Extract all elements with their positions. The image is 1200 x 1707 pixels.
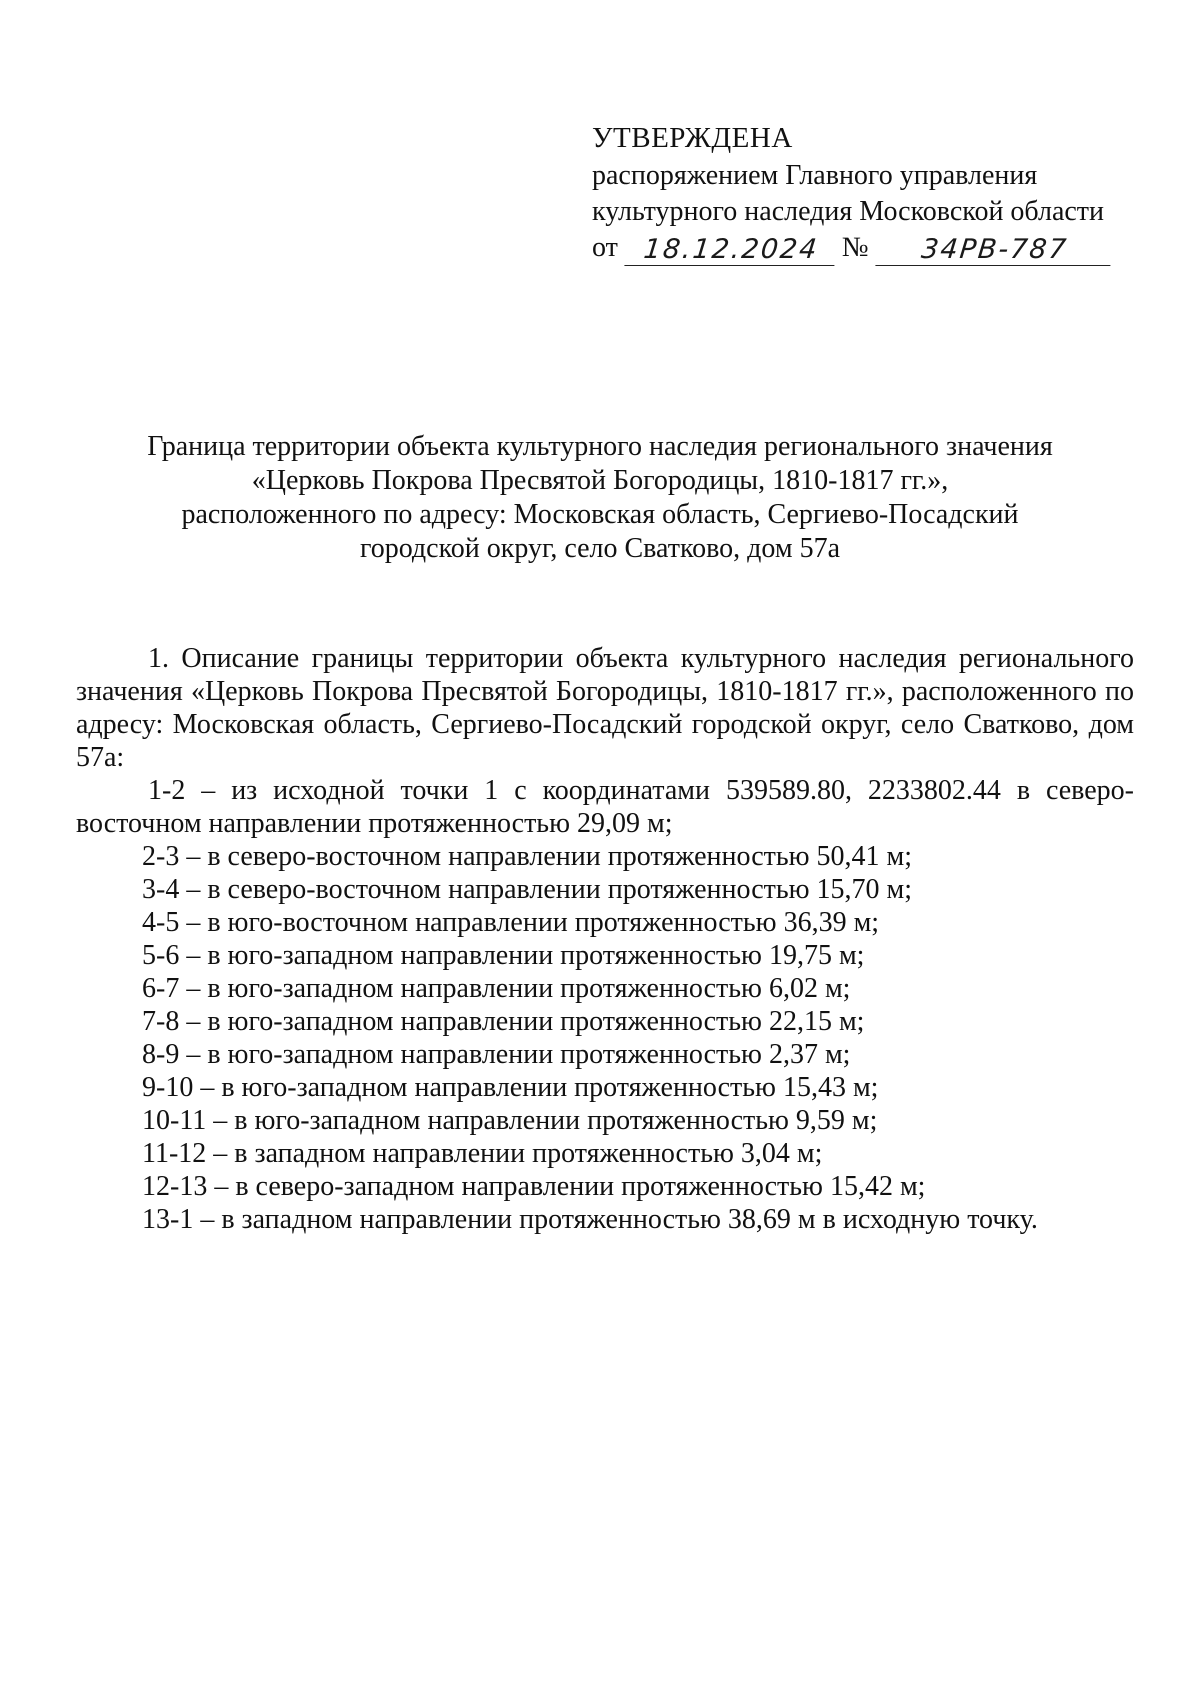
list-item: 6-7 – в юго-западном направлении протяженностью 6,02 м; — [142, 973, 851, 1004]
approval-stamp: УТВЕРЖДЕНА — [592, 122, 793, 154]
list-item: 8-9 – в юго-западном направлении протяженностью 2,37 м; — [142, 1039, 851, 1070]
approval-date-number-row — [592, 230, 1112, 266]
approval-date-handwritten: 18.12.2024 — [624, 235, 837, 266]
approval-line-1: распоряжением Главного управления — [592, 160, 1038, 191]
section-1-intro: 1. Описание границы территории объекта культурного наследия регионального значения «Церковь Покрова Пресвятой Богородицы, 1810-1817 гг.», расположенного по адресу: Московская область, Сергиево-Посадский городской округ, село Сватково, дом 57а: — [76, 643, 1134, 773]
approval-number-handwritten: 34РВ-787 — [875, 235, 1113, 266]
list-item: 2-3 – в северо-восточном направлении протяженностью 50,41 м; — [142, 841, 913, 872]
approval-block — [592, 120, 1112, 266]
list-item: 11-12 – в западном направлении протяженностью 3,04 м; — [142, 1138, 823, 1169]
list-item: 9-10 – в юго-западном направлении протяженностью 15,43 м; — [142, 1072, 879, 1103]
list-item: 13-1 – в западном направлении протяженностью 38,69 м в исходную точку. — [142, 1204, 1038, 1235]
document-body — [76, 642, 1134, 1236]
document-title — [90, 430, 1110, 566]
title-line-2: «Церковь Покрова Пресвятой Богородицы, 1810-1817 гг.», — [251, 465, 949, 496]
from-label: от — [592, 232, 618, 263]
list-item: 12-13 – в северо-западном направлении протяженностью 15,42 м; — [142, 1171, 926, 1202]
approval-line-2: культурного наследия Московской области — [592, 196, 1105, 227]
title-line-1: Граница территории объекта культурного наследия регионального значения — [147, 431, 1053, 462]
title-line-4: городской округ, село Сватково, дом 57а — [359, 533, 841, 564]
list-item: 10-11 – в юго-западном направлении протяженностью 9,59 м; — [142, 1105, 878, 1136]
number-label: № — [841, 232, 869, 263]
list-item: 4-5 – в юго-восточном направлении протяженностью 36,39 м; — [142, 907, 880, 938]
list-item: 5-6 – в юго-западном направлении протяженностью 19,75 м; — [142, 940, 865, 971]
segment-list — [76, 840, 1134, 1236]
list-item: 3-4 – в северо-восточном направлении протяженностью 15,70 м; — [142, 874, 913, 905]
list-item: 7-8 – в юго-западном направлении протяженностью 22,15 м; — [142, 1006, 865, 1037]
segment-1-2: 1-2 – из исходной точки 1 с координатами 539589.80, 2233802.44 в северо-восточном направлении протяженностью 29,09 м; — [76, 775, 1134, 839]
title-line-3: расположенного по адресу: Московская область, Сергиево-Посадский — [181, 499, 1019, 530]
